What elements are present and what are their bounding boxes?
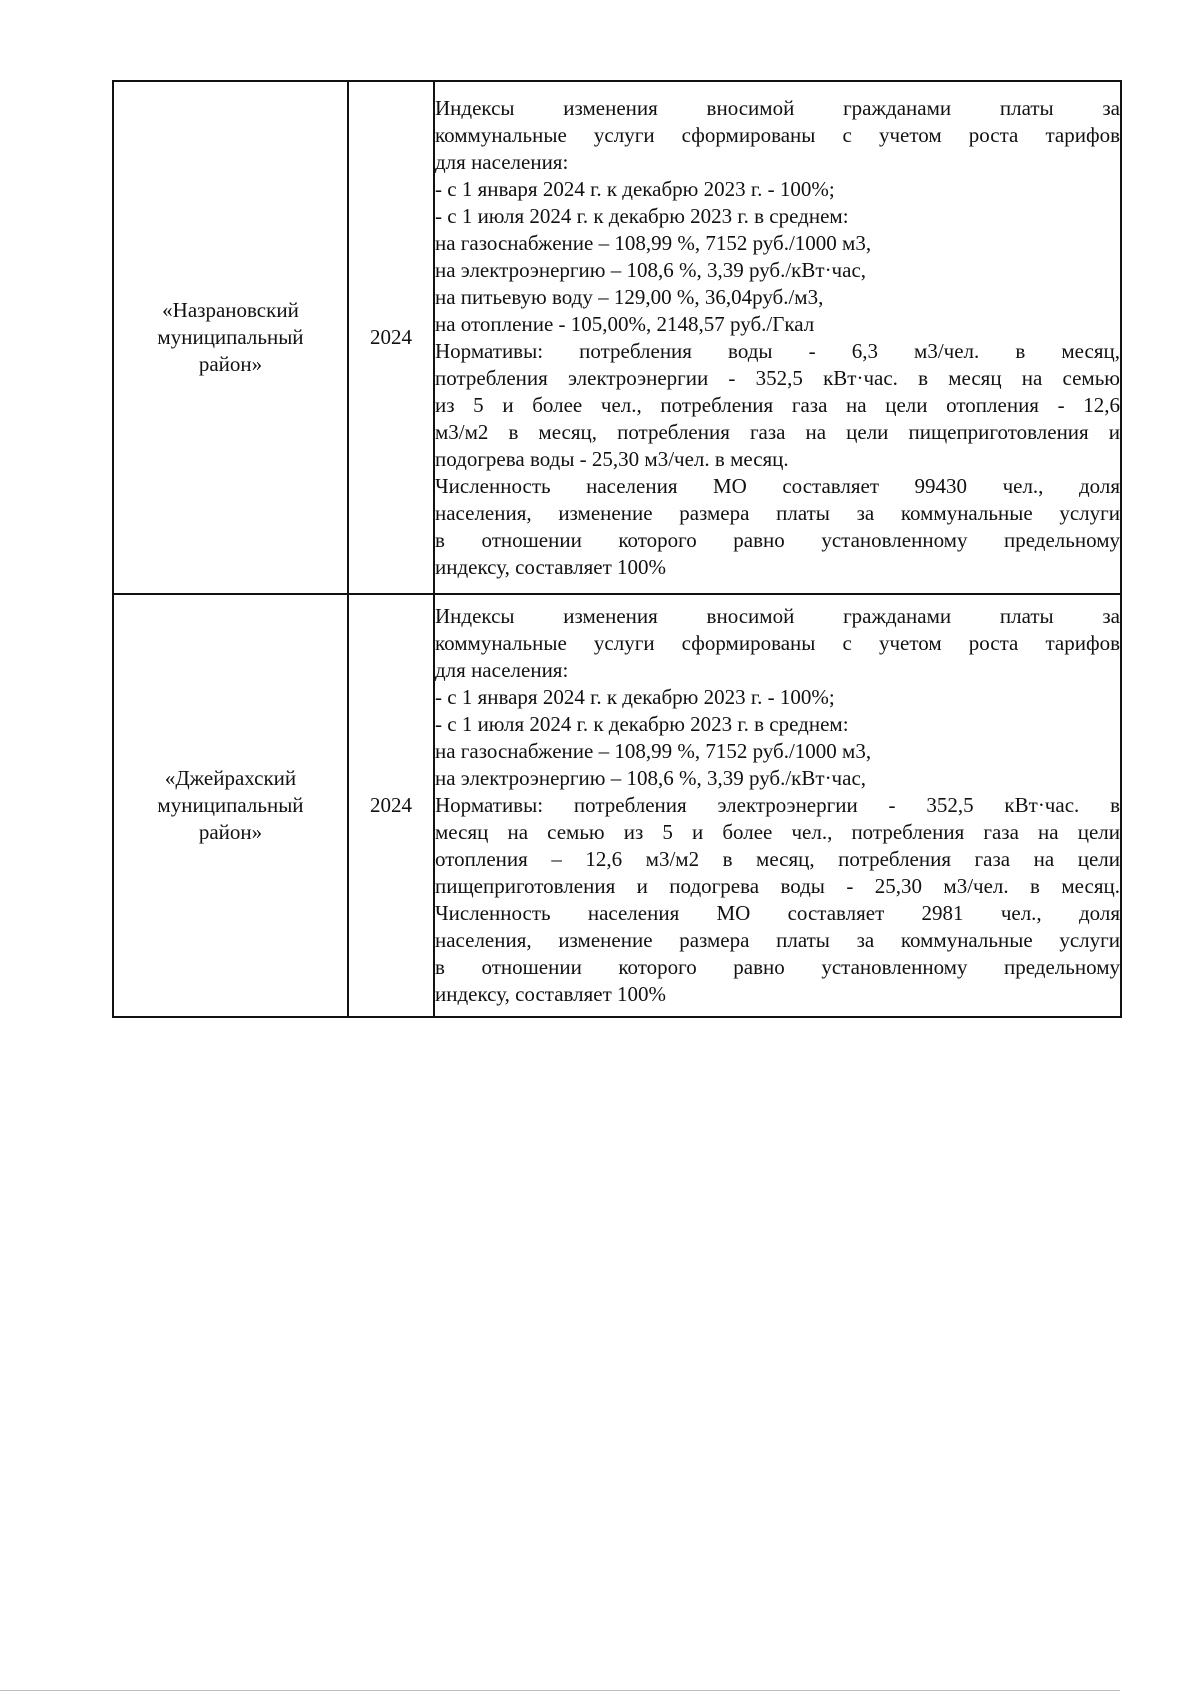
description-line: на электроэнергию – 108,6 %, 3,39 руб./кВт·час, (435, 766, 867, 790)
tariff-table (112, 80, 1122, 1018)
description-line: на газоснабжение – 108,99 %, 7152 руб./1000 м3, (435, 739, 872, 763)
district-name-line: район» (198, 352, 263, 376)
description-line: - с 1 января 2024 г. к декабрю 2023 г. - 100%; (435, 176, 835, 201)
description-line: для населения: (435, 149, 569, 174)
table-row (113, 81, 1121, 594)
district-cell (113, 81, 348, 594)
description-line: на электроэнергию – 108,6 %, 3,39 руб./кВт·час, (435, 257, 867, 282)
year-cell: 2024 (348, 81, 434, 594)
description-line: месяц на семью из 5 и более чел., потребления газа на цели (435, 820, 1120, 844)
description-line: для населения: (435, 658, 569, 682)
description-line: на отопление - 105,00%, 2148,57 руб./Гкал (435, 311, 815, 336)
description-line: Численность населения МО составляет 2981 чел., доля (435, 901, 1120, 925)
description-line: индексу, составляет 100% (435, 982, 667, 1006)
description-line: коммунальные услуги сформированы с учетом роста тарифов (435, 631, 1120, 655)
description-line: - с 1 июля 2024 г. к декабрю 2023 г. в среднем: (435, 712, 849, 736)
description-line: населения, изменение размера платы за коммунальные услуги (435, 928, 1120, 952)
description-line: Индексы изменения вносимой гражданами платы за (435, 95, 1120, 120)
year-cell: 2024 (348, 594, 434, 1017)
description-line: подогрева воды - 25,30 м3/чел. в месяц. (435, 446, 789, 471)
description-line: Численность населения МО составляет 99430 чел., доля (435, 473, 1120, 498)
scan-artifact-line (0, 1690, 1120, 1691)
table-body (113, 81, 1121, 1017)
district-name-line: «Джейрахский (164, 766, 297, 790)
description-line: м3/м2 в месяц, потребления газа на цели пищеприготовления и (435, 419, 1120, 444)
district-name-line: район» (198, 820, 263, 844)
district-name (114, 765, 347, 846)
district-name-line: муниципальный (157, 325, 304, 349)
district-cell (113, 594, 348, 1017)
table-row (113, 594, 1121, 1017)
description-line: отопления – 12,6 м3/м2 в месяц, потребления газа на цели (435, 847, 1120, 871)
district-name (114, 297, 347, 378)
description-line: - с 1 января 2024 г. к декабрю 2023 г. - 100%; (435, 685, 835, 709)
description-line: - с 1 июля 2024 г. к декабрю 2023 г. в среднем: (435, 203, 849, 228)
description-cell (434, 81, 1121, 594)
description-line: населения, изменение размера платы за коммунальные услуги (435, 500, 1120, 525)
description-cell (434, 594, 1121, 1017)
description-line: Нормативы: потребления электроэнергии - 352,5 кВт·час. в (435, 793, 1120, 817)
description-line: на газоснабжение – 108,99 %, 7152 руб./1000 м3, (435, 230, 872, 255)
description-line: коммунальные услуги сформированы с учетом роста тарифов (435, 122, 1120, 147)
description-line: Индексы изменения вносимой гражданами платы за (435, 604, 1120, 628)
district-name-line: «Назрановский (162, 298, 299, 322)
description-line: из 5 и более чел., потребления газа на цели отопления - 12,6 (435, 392, 1120, 417)
description-line: в отношении которого равно установленному предельному (435, 955, 1120, 979)
description-line: пищеприготовления и подогрева воды - 25,30 м3/чел. в месяц. (435, 874, 1120, 898)
description-line: на питьевую воду – 129,00 %, 36,04руб./м3, (435, 284, 824, 309)
description-line: в отношении которого равно установленному предельному (435, 527, 1120, 552)
description-line: Нормативы: потребления воды - 6,3 м3/чел. в месяц, (435, 338, 1120, 363)
district-name-line: муниципальный (157, 793, 304, 817)
description-line: индексу, составляет 100% (435, 554, 667, 579)
description-line: потребления электроэнергии - 352,5 кВт·час. в месяц на семью (435, 365, 1120, 390)
